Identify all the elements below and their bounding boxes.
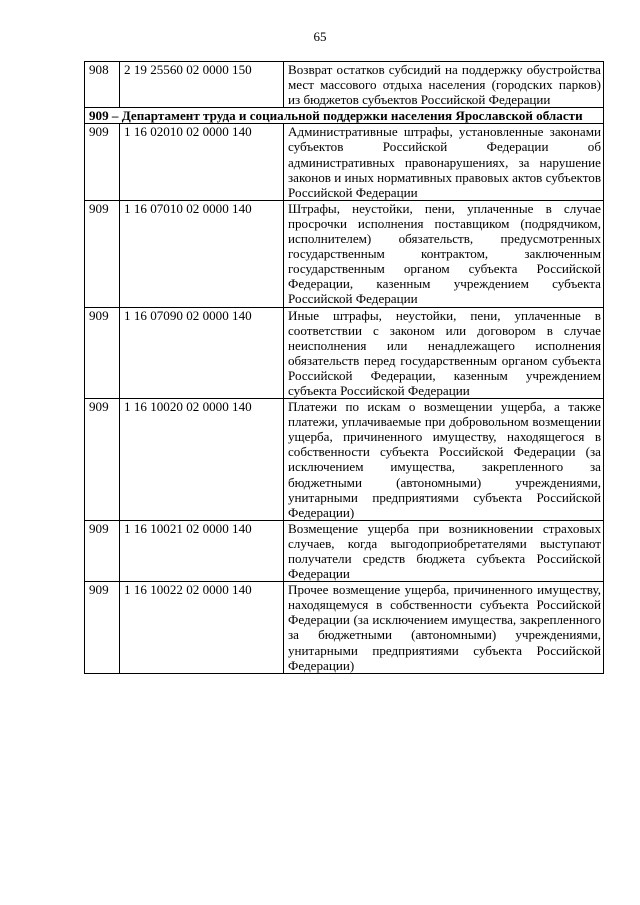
admin-code-cell: 908 [85, 62, 120, 108]
budget-code-cell: 1 16 02010 02 0000 140 [120, 124, 284, 200]
budget-classification-table [84, 61, 604, 674]
admin-code-cell: 909 [85, 200, 120, 307]
section-header-row [85, 108, 604, 124]
page-number: 65 [313, 29, 327, 44]
budget-code-cell: 1 16 10022 02 0000 140 [120, 582, 284, 674]
table-row [85, 520, 604, 581]
table-row [85, 200, 604, 307]
admin-code-cell: 909 [85, 582, 120, 674]
description-cell: Платежи по искам о возмещении ущерба, а также платежи, уплачиваемые при добровольном возмещении ущерба, причиненного имуществу, находящегося в собственности субъекта Российской Федерации (за исключением имущества, закрепленного за бюджетными (автономными) учреждениями, унитарными предприятиями субъекта Российской Федерации) [284, 399, 604, 521]
description-cell: Иные штрафы, неустойки, пени, уплаченные в соответствии с законом или договором в случае неисполнения или ненадлежащего исполнения обязательств перед государственным органом субъекта Российской Федерации, казенным учреждением субъекта Российской Федерации [284, 307, 604, 399]
description-cell: Возврат остатков субсидий на поддержку обустройства мест массового отдыха населения (городских парков) из бюджетов субъектов Российской Федерации [284, 62, 604, 108]
admin-code-cell: 909 [85, 307, 120, 399]
budget-code-cell: 1 16 10021 02 0000 140 [120, 520, 284, 581]
budget-code-cell: 1 16 07010 02 0000 140 [120, 200, 284, 307]
table-row [85, 399, 604, 521]
table-row [85, 582, 604, 674]
table-row [85, 124, 604, 200]
table-row [85, 307, 604, 399]
admin-code-cell: 909 [85, 124, 120, 200]
description-cell: Штрафы, неустойки, пени, уплаченные в случае просрочки исполнения поставщиком (подрядчиком, исполнителем) обязательств, предусмотренных государственным контрактом, заключенным государственным органом субъекта Российской Федерации, казенным учреждением субъекта Российской Федерации [284, 200, 604, 307]
budget-code-cell: 1 16 07090 02 0000 140 [120, 307, 284, 399]
description-cell: Прочее возмещение ущерба, причиненного имуществу, находящемуся в собственности субъекта Российской Федерации (за исключением имущества, закрепленного за бюджетными (автономными) учреждениями, унитарными предприятиями субъекта Российской Федерации) [284, 582, 604, 674]
budget-code-cell: 1 16 10020 02 0000 140 [120, 399, 284, 521]
table-row [85, 62, 604, 108]
budget-code-cell: 2 19 25560 02 0000 150 [120, 62, 284, 108]
description-cell: Возмещение ущерба при возникновении страховых случаев, когда выгодоприобретателями выступают получатели средств бюджета субъекта Российской Федерации [284, 520, 604, 581]
description-cell: Административные штрафы, установленные законами субъектов Российской Федерации об административных правонарушениях, за нарушение законов и иных нормативных правовых актов субъектов Российской Федерации [284, 124, 604, 200]
section-title: 909 – Департамент труда и социальной поддержки населения Ярославской области [85, 108, 604, 124]
admin-code-cell: 909 [85, 399, 120, 521]
table-body [85, 62, 604, 674]
admin-code-cell: 909 [85, 520, 120, 581]
